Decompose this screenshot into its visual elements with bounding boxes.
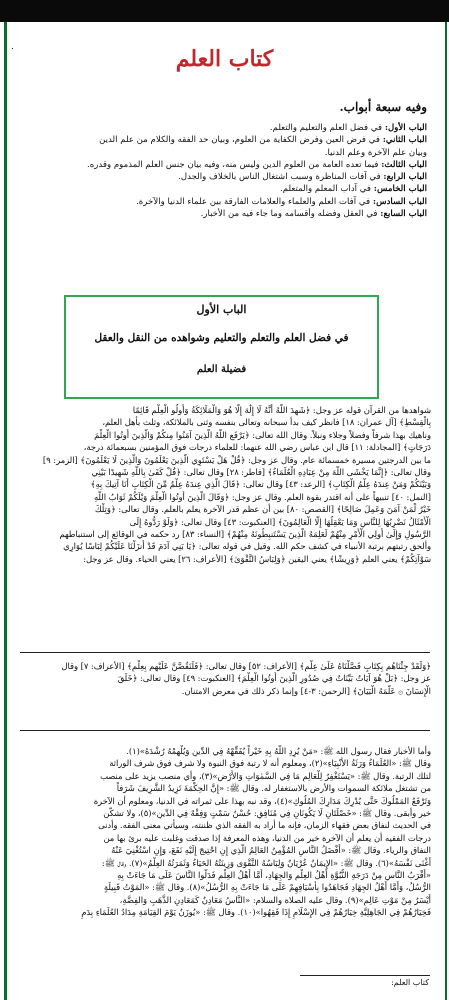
text-line: خير وأبقى. وقال ﷺ: «خَصْلَتَانِ لَا يَكُونَانِ فِي مُنَافِقٍ: حُسْنُ سَمْتٍ وَفِقْهٌ فِي الدِّينِ»(٥)، ولا تشكَّن <box>103 808 431 819</box>
chapter-item <box>22 122 427 134</box>
text-line: وَتَرْفَعُ المَمْلُوكَ حَتَّى يُدْرِكَ مَدَارِكَ المُلُوكِ»(٤)، وقد نبه بهذا على ثمراته في الدنيا، ومعلوم أن الآخرة <box>93 795 431 806</box>
text-line: وَبَيْنَكُمْ وَمَنْ عِندَهُ عِلْمُ الْكِتَابِ﴾ [الرعد: ٤٣] وقال تعالى: ﴿قَالَ الَّذِي عِندَهُ عِلْمٌ مِّنَ الْكِتَابِ أَنَا آتِيكَ بِهِ﴾ <box>90 479 431 490</box>
text-line: دَرَجَاتٍ﴾ [المجادلة: ١١] قال ابن عباس رضي الله عنهما: للعلماء درجات فوق المؤمنين بسبعمائة درجة، <box>83 442 431 453</box>
chapter-item <box>22 196 427 208</box>
chapter-text: في العقل وفضله وأقسامه وما جاء فيه من الأخبار. <box>200 209 378 220</box>
text-line: فَخِيَارُهُمْ فِي الجَاهِلِيَّةِ خِيَارُهُمْ فِي الإِسْلَامِ إِذَا فَقِهُوا»(١٠). وقال ﷺ: «يُوزَنُ يَوْمَ القِيَامَةِ مِدَادُ العُلَمَاءِ بِدَمِ <box>81 907 431 918</box>
chapter-item <box>22 208 427 220</box>
text-line: الْأَمْثَالُ نَضْرِبُهَا لِلنَّاسِ وَمَا يَعْقِلُهَا إِلَّا الْعَالِمُونَ﴾ [العنكبوت: ٤٣] وقال تعالى: ﴿وَلَوْ رَدُّوهُ إِلَى <box>129 516 431 527</box>
chapter-text: في آفات العلم والعلماء والعلامات الفارقة بين علماء الدنيا والآخرة. <box>136 196 371 207</box>
chapter-label: الباب السادس: <box>372 196 427 207</box>
text-line: أَيْسَرُ مِنْ مَوْتِ عَالِمٍ»(٩). وقال عليه الصلاة والسلام: «النَّاسُ مَعَادِنُ كَمَعَادِنِ الذَّهَبِ وَالفِضَّةِ، <box>119 894 431 905</box>
chapter-heading-box <box>64 295 379 399</box>
section-heading: فضيلة العلم <box>196 364 247 375</box>
text-line: وأما الأخبار فقال رسول الله ﷺ: «مَنْ يُرِدِ اللَّهُ بِهِ خَيْراً يُفَقِّهْهُ فِي الدِّينِ وَيُلْهِمْهُ رُشْدَهُ»(١). <box>126 746 431 756</box>
chapter-text: في فرض العين وفرض الكفاية من العلوم، وبيان حد الفقه والكلام من علم الدين <box>99 135 381 146</box>
text-line: شواهدها من القرآن قوله عز وجل: ﴿شَهِدَ اللَّهُ أَنَّهُ لَا إِلَٰهَ إِلَّا هُوَ وَالْمَلَائِكَةُ وَأُولُو الْعِلْمِ قَائِمًا <box>132 405 431 415</box>
text-line: وقال ﷺ: «العُلَمَاءُ وَرَثَةُ الأَنْبِيَاءِ»(٢)، ومعلوم أنه لا رتبة فوق النبوة ولا شرف فوق شرف الوراثة <box>109 758 431 769</box>
chapter-label: الباب الثاني: <box>382 135 427 146</box>
chapter-label: الباب الأول: <box>384 123 427 133</box>
chapter-text: في آداب المعلم والمتعلم. <box>280 184 372 195</box>
footnote-divider <box>300 975 430 976</box>
page-border-right <box>445 22 447 1000</box>
chapter-heading: الباب الأول <box>196 303 247 316</box>
text-line: الرُّسُلُ، وَأَمَّا أَهْلُ الجِهَادِ فَجَاهَدُوا بِأَسْيَافِهِمْ عَلَى مَا جَاءَتْ بِهِ الرُّسُلُ»(٨). وقال ﷺ: «المَوْتُ قَبِيلَةٍ <box>103 882 431 893</box>
chapter-text: في آفات المناظرة وسبب اشتغال الناس بالخلاف والجدل. <box>178 172 381 183</box>
chapter-item <box>22 171 427 183</box>
text-line: ﴿وَلَقَدْ جِئْنَاهُم بِكِتَابٍ فَصَّلْنَاهُ عَلَىٰ عِلْمٍ﴾ [الأعراف: ٥٢] وقال تعالى: ﴿فَلَنَقُصَّنَّ عَلَيْهِم بِعِلْمٍ﴾ [الأعراف: ٧] وقال <box>61 661 431 671</box>
text-line: بِالْقِسْطِ﴾ [آل عمران: ١٨] فانظر كيف بدأ سبحانه وتعالى بنفسه وثنى بالملائكة، وثلث بأهل العلم، <box>102 417 431 428</box>
text-line: سَوْآتِكُمْ﴾ يعني العلم ﴿وَرِيشًا﴾ يعني اليقين ﴿وَلِبَاسُ التَّقْوَىٰ﴾ [الأعراف: ٢٦] يعني الحياء. وقال عز وجل: <box>83 553 431 564</box>
text-line: في الحديث لنفاق بعض فقهاء الزمان، فإنه ما أراد به الفقه الذي ظننته، وسيأتي معنى الفقه. وأدنى <box>98 820 431 831</box>
footer-text: كتاب العلم: <box>391 978 429 987</box>
chapter-subtitle: في فضل العلم والتعلم والتعليم وشواهده من النقل والعقل <box>94 332 349 344</box>
text-line: «أَقْرَبُ النَّاسِ مِنْ دَرَجَةِ النُّبُوَّةِ أَهْلُ العِلْمِ وَالجِهَادِ، أَمَّا أَهْلُ العِلْمِ فَدَلُّوا النَّاسَ عَلَى مَا جَاءَتْ بِهِ <box>117 870 431 881</box>
page-title: كتاب العلم <box>175 46 274 72</box>
divider <box>20 730 430 731</box>
text-line: وناهيك بهذا شرفاً وفضلاً وجلاء ونبلاً. وقال الله تعالى: ﴿يَرْفَعِ اللَّهُ الَّذِينَ آمَنُوا مِنكُمْ وَالَّذِينَ أُوتُوا الْعِلْمَ <box>94 429 431 440</box>
text-line: لتلك الرتبة. وقال ﷺ: «يَسْتَغْفِرُ لِلْعَالِمِ مَا فِي السَّمٰوَاتِ وَالأَرْضِ»(٣)، وأي منصب يزيد على منصب <box>100 770 431 781</box>
text-line: ما بين الدرجتين مسيرة خمسمائة عام. وقال عز وجل: ﴿قُلْ هَلْ يَسْتَوِي الَّذِينَ يَعْلَمُونَ وَالَّذِينَ لَا يَعْلَمُونَ﴾ [الزمر: ٩] <box>42 454 431 465</box>
chapter-item <box>22 159 427 171</box>
text-line: [النمل: ٤٠] تنبيهاً على أنه اقتدر بقوة العلم. وقال عز وجل: ﴿وَقَالَ الَّذِينَ أُوتُوا الْعِلْمَ وَيْلَكُمْ ثَوَابُ اللَّهِ <box>93 491 431 502</box>
divider <box>20 652 430 653</box>
chapter-label: الباب السابع: <box>380 209 427 220</box>
text-line: أَغْنَى نَفْسَهُ»(٦). وقال ﷺ: «الإِيمَانُ عُرْيَانٌ وَلِبَاسُهُ التَّقْوَى وَزِينَتُهُ الحَيَاءُ وَثَمَرَتُهُ العِلْمُ»(٧). وقال ﷺ: <box>101 857 431 868</box>
text-line: وقال تعالى: ﴿إِنَّمَا يَخْشَى اللَّهَ مِنْ عِبَادِهِ الْعُلَمَاءُ﴾ [فاطر: ٢٨] وقال تعالى: ﴿قُلْ كَفَىٰ بِاللَّهِ شَهِيدًا بَيْنِي <box>91 467 431 478</box>
chapter-label: الباب الثالث: <box>381 159 427 170</box>
paragraph-quran <box>17 404 431 565</box>
chapter-text: في فضل العلم والتعليم والتعلم. <box>269 123 383 133</box>
chapter-label: الباب الرابع: <box>383 172 427 183</box>
top-bar <box>0 0 449 22</box>
chapter-text: فيما تعده العامة من العلوم الدين وليس منه، وفيه بيان جنس العلم المذموم وقدره. <box>86 159 379 170</box>
chapter-text: وبيان علم الآخرة وعلم الدنيا. <box>324 147 427 158</box>
chapter-item <box>22 183 427 195</box>
paragraph-quran-continued <box>17 660 431 697</box>
text-line: من تشتغل ملائكة السموات والأرض بالاستغفار له. وقال ﷺ: «إِنَّ الحِكْمَةَ تَزِيدُ الشَّرِيفَ شَرَفاً <box>116 783 431 794</box>
corner-marker: ٠ <box>10 44 15 54</box>
text-line: خَيْرٌ لِّمَنْ آمَنَ وَعَمِلَ صَالِحًا﴾ [القصص: ٨٠] بين أن عظم قدر الآخرة يعلم بالعلم. وقال تعالى: ﴿وَتِلْكَ <box>94 504 431 515</box>
text-line: الرَّسُولِ وَإِلَىٰ أُولِي الْأَمْرِ مِنْهُمْ لَعَلِمَهُ الَّذِينَ يَسْتَنبِطُونَهُ مِنْهُمْ﴾ [النساء: ٨٣] رد حكمه في الوقائع إلى استنباطهم <box>59 529 431 540</box>
intro-line: وفيه سبعة أبواب. <box>339 100 427 114</box>
text-line: عز وجل: ﴿بَلْ هُوَ آيَاتٌ بَيِّنَاتٌ فِي صُدُورِ الَّذِينَ أُوتُوا الْعِلْمَ﴾ [العنكبوت: ٤٩] وقال تعالى: ﴿خَلَقَ <box>117 673 431 684</box>
chapter-list <box>22 122 427 220</box>
page-border-left <box>4 22 7 1000</box>
chapter-item <box>22 147 427 159</box>
paragraph-hadith <box>17 745 431 919</box>
text-line: وألحق رتبتهم برتبة الأنبياء في كشف حكم الله. وقيل في قوله تعالى: ﴿يَا بَنِي آدَمَ قَدْ أَنزَلْنَا عَلَيْكُمْ لِبَاسًا يُوَارِي <box>63 541 431 552</box>
text-line: النفاق والرياء. وقال ﷺ: «أَفْضَلُ النَّاسِ المُؤْمِنُ العَالِمُ الَّذِي إِنِ احْتِيجَ إِلَيْهِ نَفَعَ، وَإِنِ اسْتُغْنِيَ عَنْهُ <box>111 845 431 856</box>
chapter-label: الباب الخامس: <box>373 184 427 195</box>
chapter-item <box>22 134 427 146</box>
text-line: درجات الفقيه أن يعلم أن الآخرة خير من الدنيا، وهذه المعرفة إذا صدقت وغلبت عليه برئ بها من <box>103 832 431 843</box>
text-line: الْإِنسَانَ ۞ عَلَّمَهُ الْبَيَانَ﴾ [الرحمن: ٣-٤] وإنما ذكر ذلك في معرض الامتنان. <box>181 685 431 696</box>
